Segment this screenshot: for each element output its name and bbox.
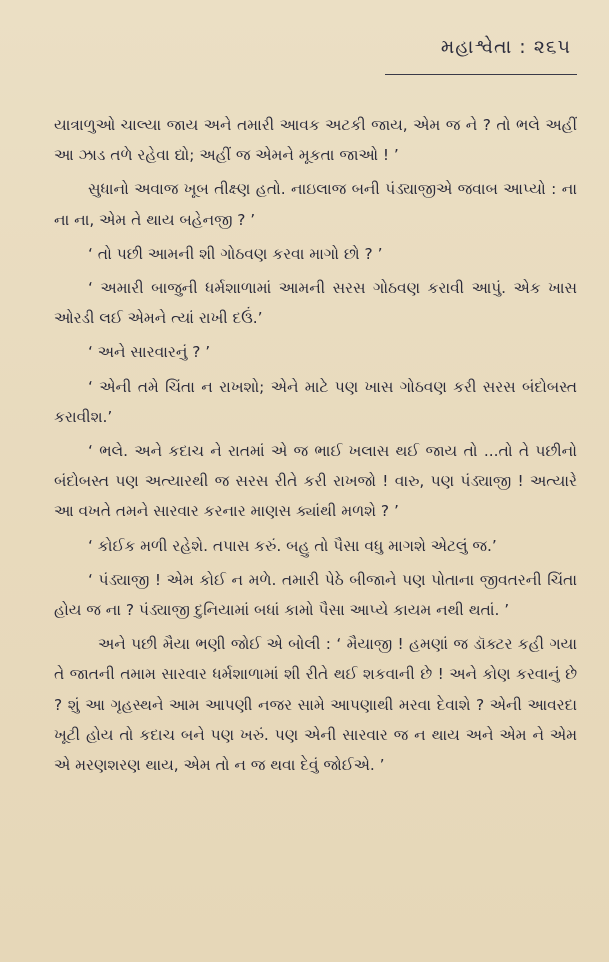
running-head: મહાશ્વેતા : ૨૬૫ <box>440 36 571 58</box>
paragraph: યાત્રાળુઓ ચાલ્યા જાય અને તમારી આવક અટકી જાય, એમ જ ને ? તો ભલે અહીં આ ઝાડ તળે રહેવા દ્યો; અહીં જ એમને મૂકતા જાઓ ! ’ <box>54 116 577 165</box>
paragraph: ‘ ભલે. અને કદાચ ને રાતમાં એ જ ભાઈ ખલાસ થઈ જાય તો ...તો તે પછીનો બંદોબસ્ત પણ અત્યારથી જ સરસ રીતે કરી રાખજો ! વારુ, પણ પંડ્યાજી ! અત્યારે આ વખતે તમને સારવાર કરનાર માણસ ક્યાંથી મળશે ? ’ <box>54 442 577 521</box>
paragraph: સુધાનો અવાજ ખૂબ તીક્ષ્ણ હતો. નાઇલાજ બની પંડ્યાજીએ જવાબ આપ્યો : ના ના ના, એમ તે થાય બહેનજી ? ’ <box>54 180 577 229</box>
paragraph: ‘ કોઈક મળી રહેશે. તપાસ કરું. બહુ તો પૈસા વધુ માગશે એટલું જ.’ <box>88 536 497 555</box>
paragraph: ‘ તો પછી આમની શી ગોઠવણ કરવા માગો છો ? ’ <box>88 244 383 263</box>
paragraph: અને પછી મૈયા ભણી જોઈ એ બોલી : ‘ મૈયાજી ! હમણાં જ ડૉક્ટર કહી ગયા તે જાતની તમામ સારવાર ધર્મશાળામાં શી રીતે થઈ શકવાની છે ! અને કોણ કરવાનું છે ? શું આ ગૃહસ્થને આમ આપણી નજર સામે આપણાથી મરવા દેવાશે ? એની આવરદા ખૂટી હોય તો કદાચ બને પણ ખરું. પણ એની સારવાર જ ન થાય અને એમ ને એમ એ મરણશરણ થાય, એમ તો ન જ થવા દેવું જોઈએ. ’ <box>54 635 577 775</box>
paragraph: ‘ અને સારવારનું ? ’ <box>88 343 211 362</box>
paragraph: ‘ અમારી બાજુની ધર્મશાળામાં આમની સરસ ગોઠવણ કરાવી આપું. એક ખાસ ઓરડી લઈ એમને ત્યાં રાખી દઉં.’ <box>54 279 577 328</box>
page-header <box>54 30 577 70</box>
body-text <box>54 110 577 780</box>
header-rule <box>385 74 577 75</box>
paragraph: ‘ પંડ્યાજી ! એમ કોઈ ન મળે. તમારી પેઠે બીજાને પણ પોતાના જીવતરની ચિંતા હોય જ ના ? પંડ્યાજી દુનિયામાં બધાં કામો પૈસા આપ્યે કાયમ નથી થતાં. ’ <box>54 570 577 620</box>
paragraph: ‘ એની તમે ચિંતા ન રાખશો; એને માટે પણ ખાસ ગોઠવણ કરી સરસ બંદોબસ્ત કરાવીશ.’ <box>54 377 577 426</box>
